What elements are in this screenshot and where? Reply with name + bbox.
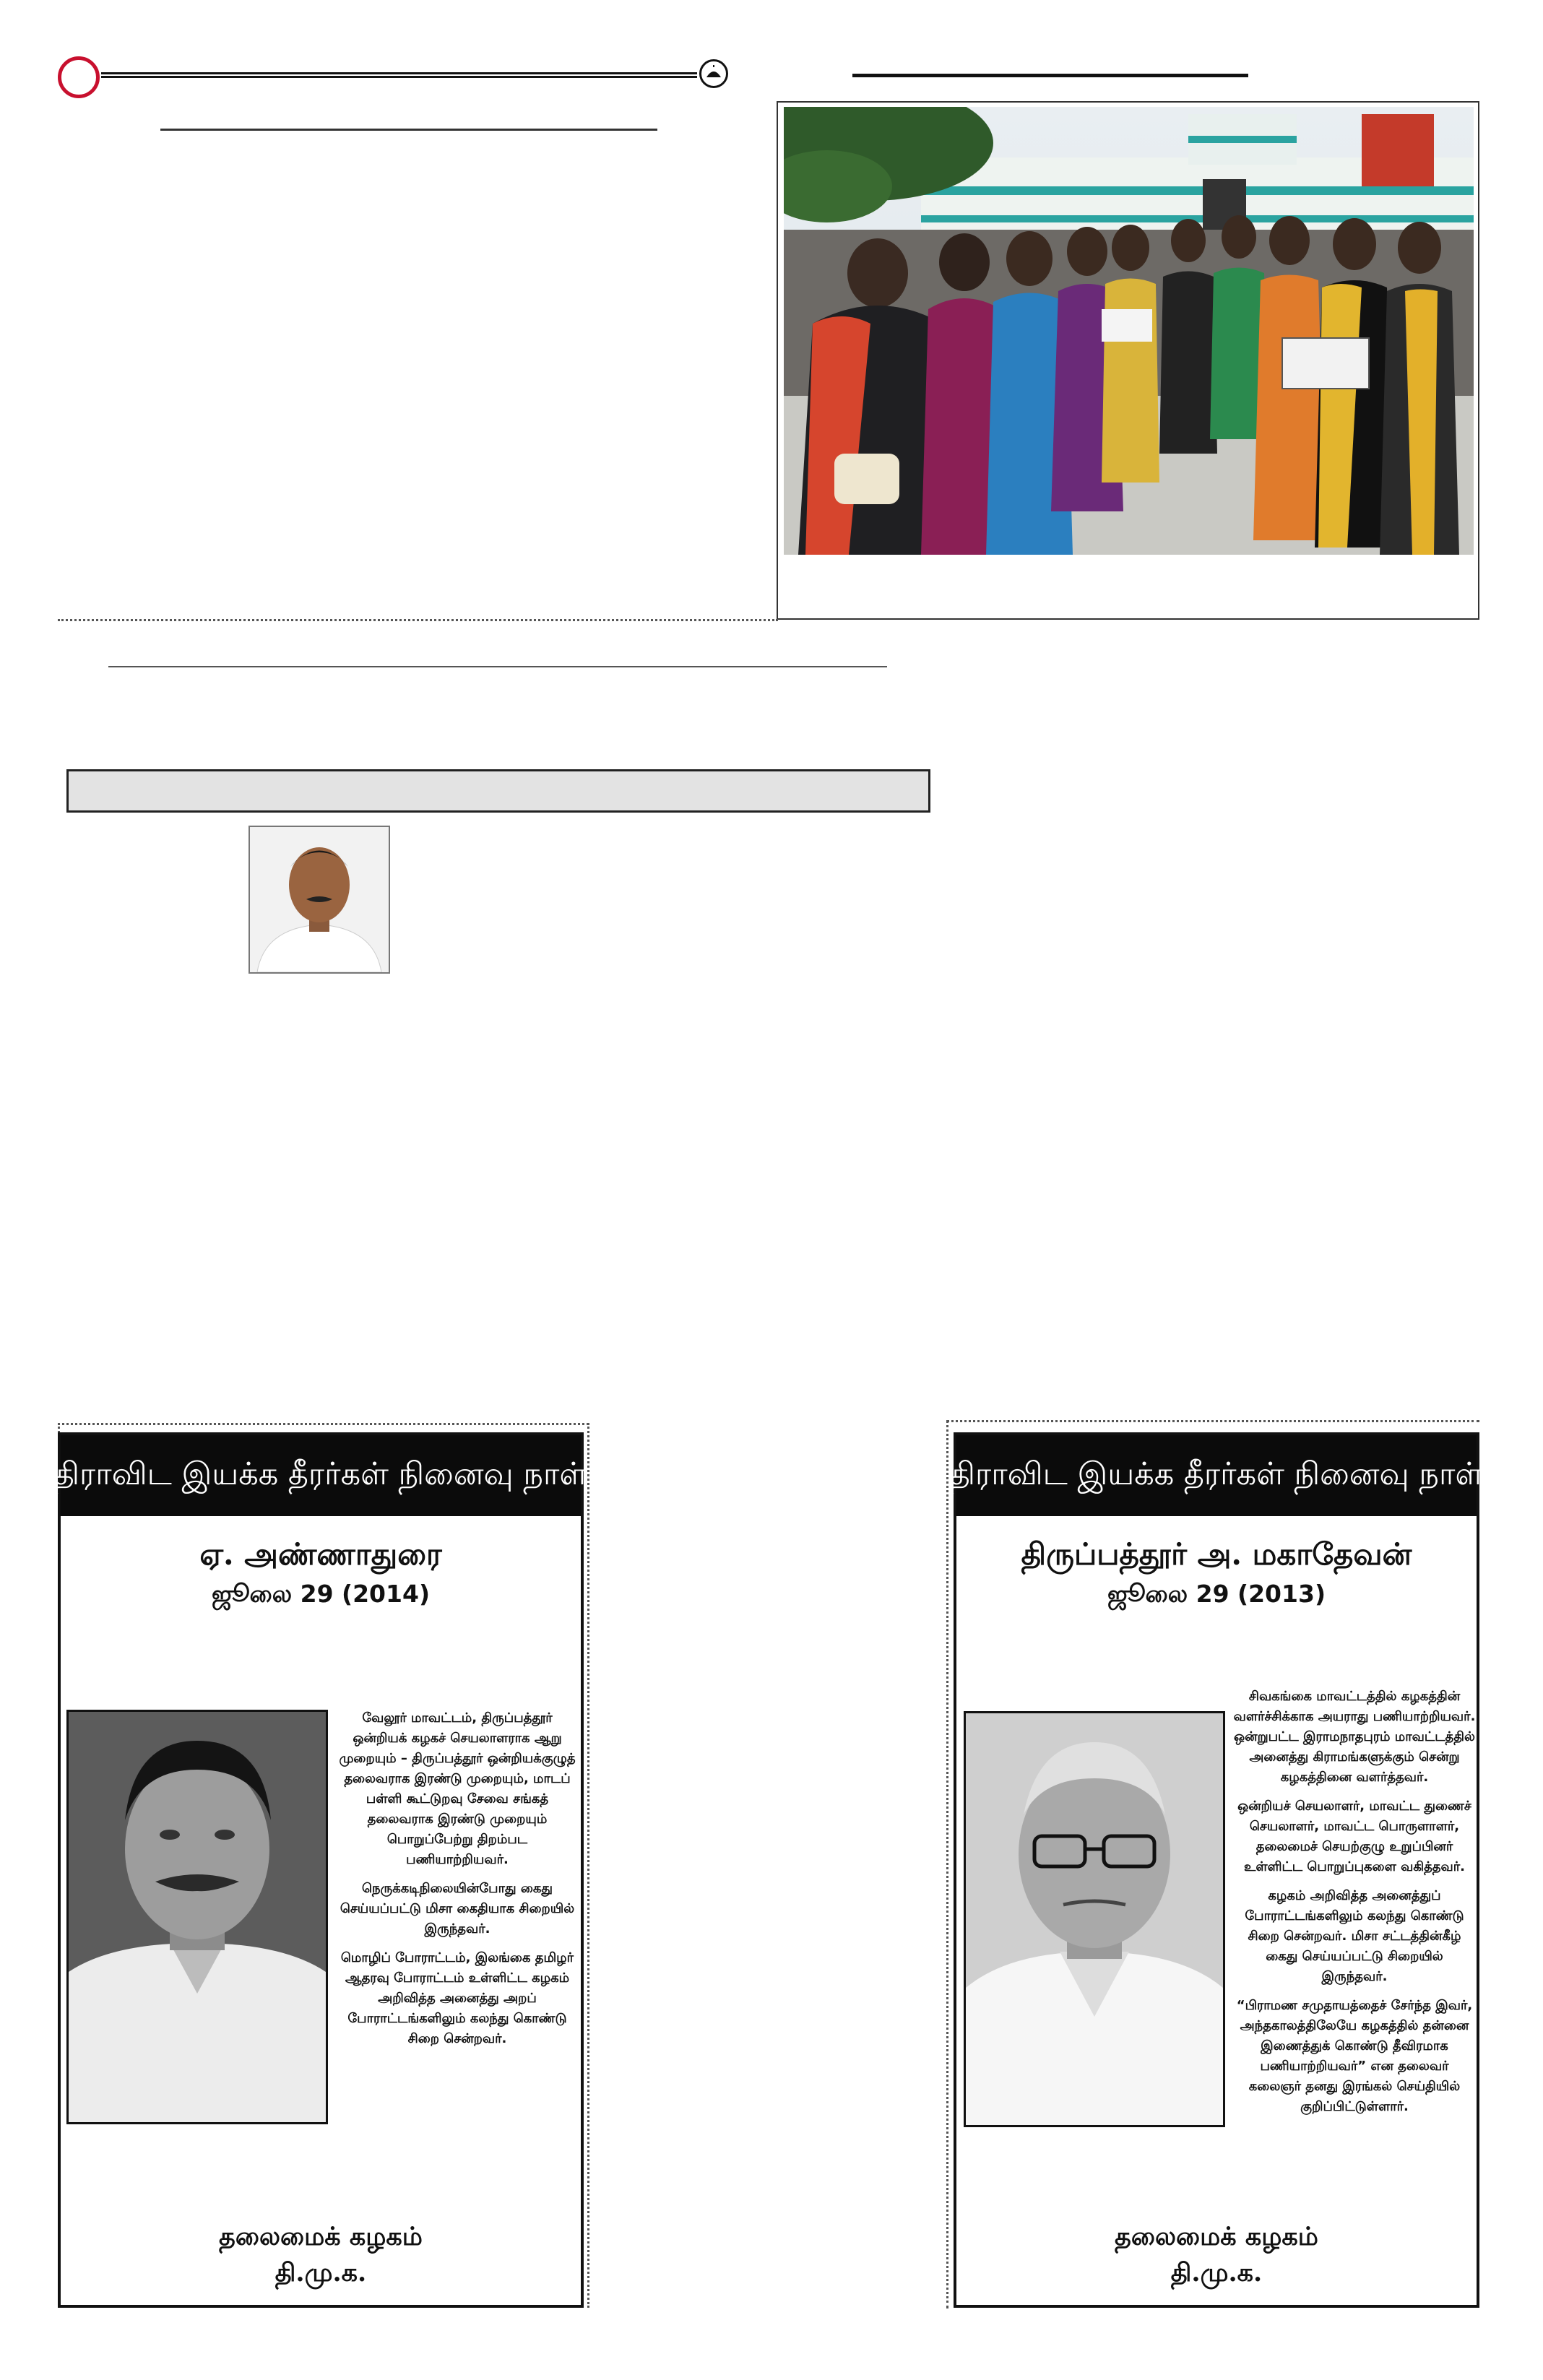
memorial-card-mahadevan <box>949 1432 1484 2308</box>
headline-rule <box>108 666 887 667</box>
protest-photo <box>784 107 1474 555</box>
sign-line: தி.மு.க. <box>275 2258 367 2288</box>
card-header: திராவிட இயக்க தீரர்கள் நினைவு நாள் <box>956 1435 1477 1516</box>
sign-line: தி.மு.க. <box>1170 2258 1263 2288</box>
bio-paragraph: மொழிப் போராட்டம், இலங்கை தமிழர் ஆதரவு போராட்டம் உள்ளிட்ட கழகம் அறிவித்த அனைத்து அறப் போராட்டங்களிலும் கலந்து கொண்டு சிறை சென்றவர். <box>340 1950 574 2046</box>
card1-dotted-top <box>58 1423 589 1425</box>
memorial-card-annadurai <box>53 1432 588 2308</box>
card-portrait-photo <box>66 1710 328 2124</box>
rising-sun-emblem-icon <box>699 59 728 88</box>
masthead-rule <box>101 72 697 78</box>
card-bio <box>1232 1687 1477 2126</box>
left-column-headline-rule <box>160 129 657 131</box>
card-name: ஏ. அண்ணாதுரை <box>199 1536 442 1572</box>
portrait-photo <box>248 826 390 974</box>
right-column-headline-rule <box>852 74 1248 77</box>
sign-line: தலைமைக் கழகம் <box>219 2222 423 2251</box>
card-name: திருப்பத்தூர் அ. மகாதேவன் <box>1021 1536 1412 1572</box>
bio-paragraph: “பிராமண சமுதாயத்தைச் சேர்ந்த இவர், அந்தகாலத்திலேயே கழகத்தில் தன்னை இணைத்துக் கொண்டு தீவிரமாக பணியாற்றியவர்” என தலைவர் கலைஞர் தனது இரங்கல் செய்தியில் குறிப்பிட்டுள்ளார். <box>1236 1998 1473 2114</box>
card-header: திராவிட இயக்க தீரர்கள் நினைவு நாள் <box>61 1435 581 1516</box>
bio-paragraph: கழகம் அறிவித்த அனைத்துப் போராட்டங்களிலும் கலந்து கொண்டு சிறை சென்றவர். மிசா சட்டத்தின்கீழ் கைது செய்யப்பட்டு சிறையில் இருந்தவர். <box>1245 1888 1464 1984</box>
card-signature <box>956 2219 1477 2291</box>
card-bio <box>335 1708 579 2058</box>
sign-line: தலைமைக் கழகம் <box>1115 2222 1318 2251</box>
bio-paragraph: வேலூர் மாவட்டம், திருப்பத்தூர் ஒன்றியக் கழகச் செயலாளராக ஆறு முறையும் – திருப்பத்தூர் ஒன்றியக்குழுத் தலைவராக இரண்டு முறையும், மாடப் பள்ளி கூட்டுறவு சேவை சங்கத் தலைவராக இரண்டு முறையும் பொறுப்பேற்று திறம்பட பணியாற்றியவர். <box>339 1710 576 1867</box>
bio-paragraph: ஒன்றியச் செயலாளர், மாவட்ட துணைச் செயலாளர், மாவட்ட பொருளாளர், தலைமைச் செயற்குழு உறுப்பினர் உள்ளிட்ட பொறுப்புகளை வகித்தவர். <box>1237 1799 1471 1874</box>
card-portrait-photo <box>964 1711 1225 2127</box>
card-date: ஜூலை 29 (2013) <box>1107 1580 1326 1608</box>
bio-paragraph: நெருக்கடிநிலையின்போது கைது செய்யப்பட்டு மிசா கைதியாக சிறையில் இருந்தவர். <box>340 1881 575 1937</box>
card1-dotted-right <box>587 1423 589 2308</box>
card-date: ஜூலை 29 (2014) <box>211 1580 431 1608</box>
card2-dotted-left <box>946 1420 948 2308</box>
party-logo-circle-icon <box>58 56 100 98</box>
bio-paragraph: சிவகங்கை மாவட்டத்தில் கழகத்தின் வளர்ச்சிக்காக அயராது பணியாற்றியவர். ஒன்றுபட்ட இராமநாதபுரம் மாவட்டத்தில் அனைத்து கிராமங்களுக்கும் சென்று கழகத்தினை வளர்த்தவர். <box>1233 1689 1476 1785</box>
section-divider-left <box>58 619 778 621</box>
card2-dotted-top <box>946 1420 1479 1422</box>
section-header-band <box>66 769 930 813</box>
card-signature <box>61 2219 581 2291</box>
